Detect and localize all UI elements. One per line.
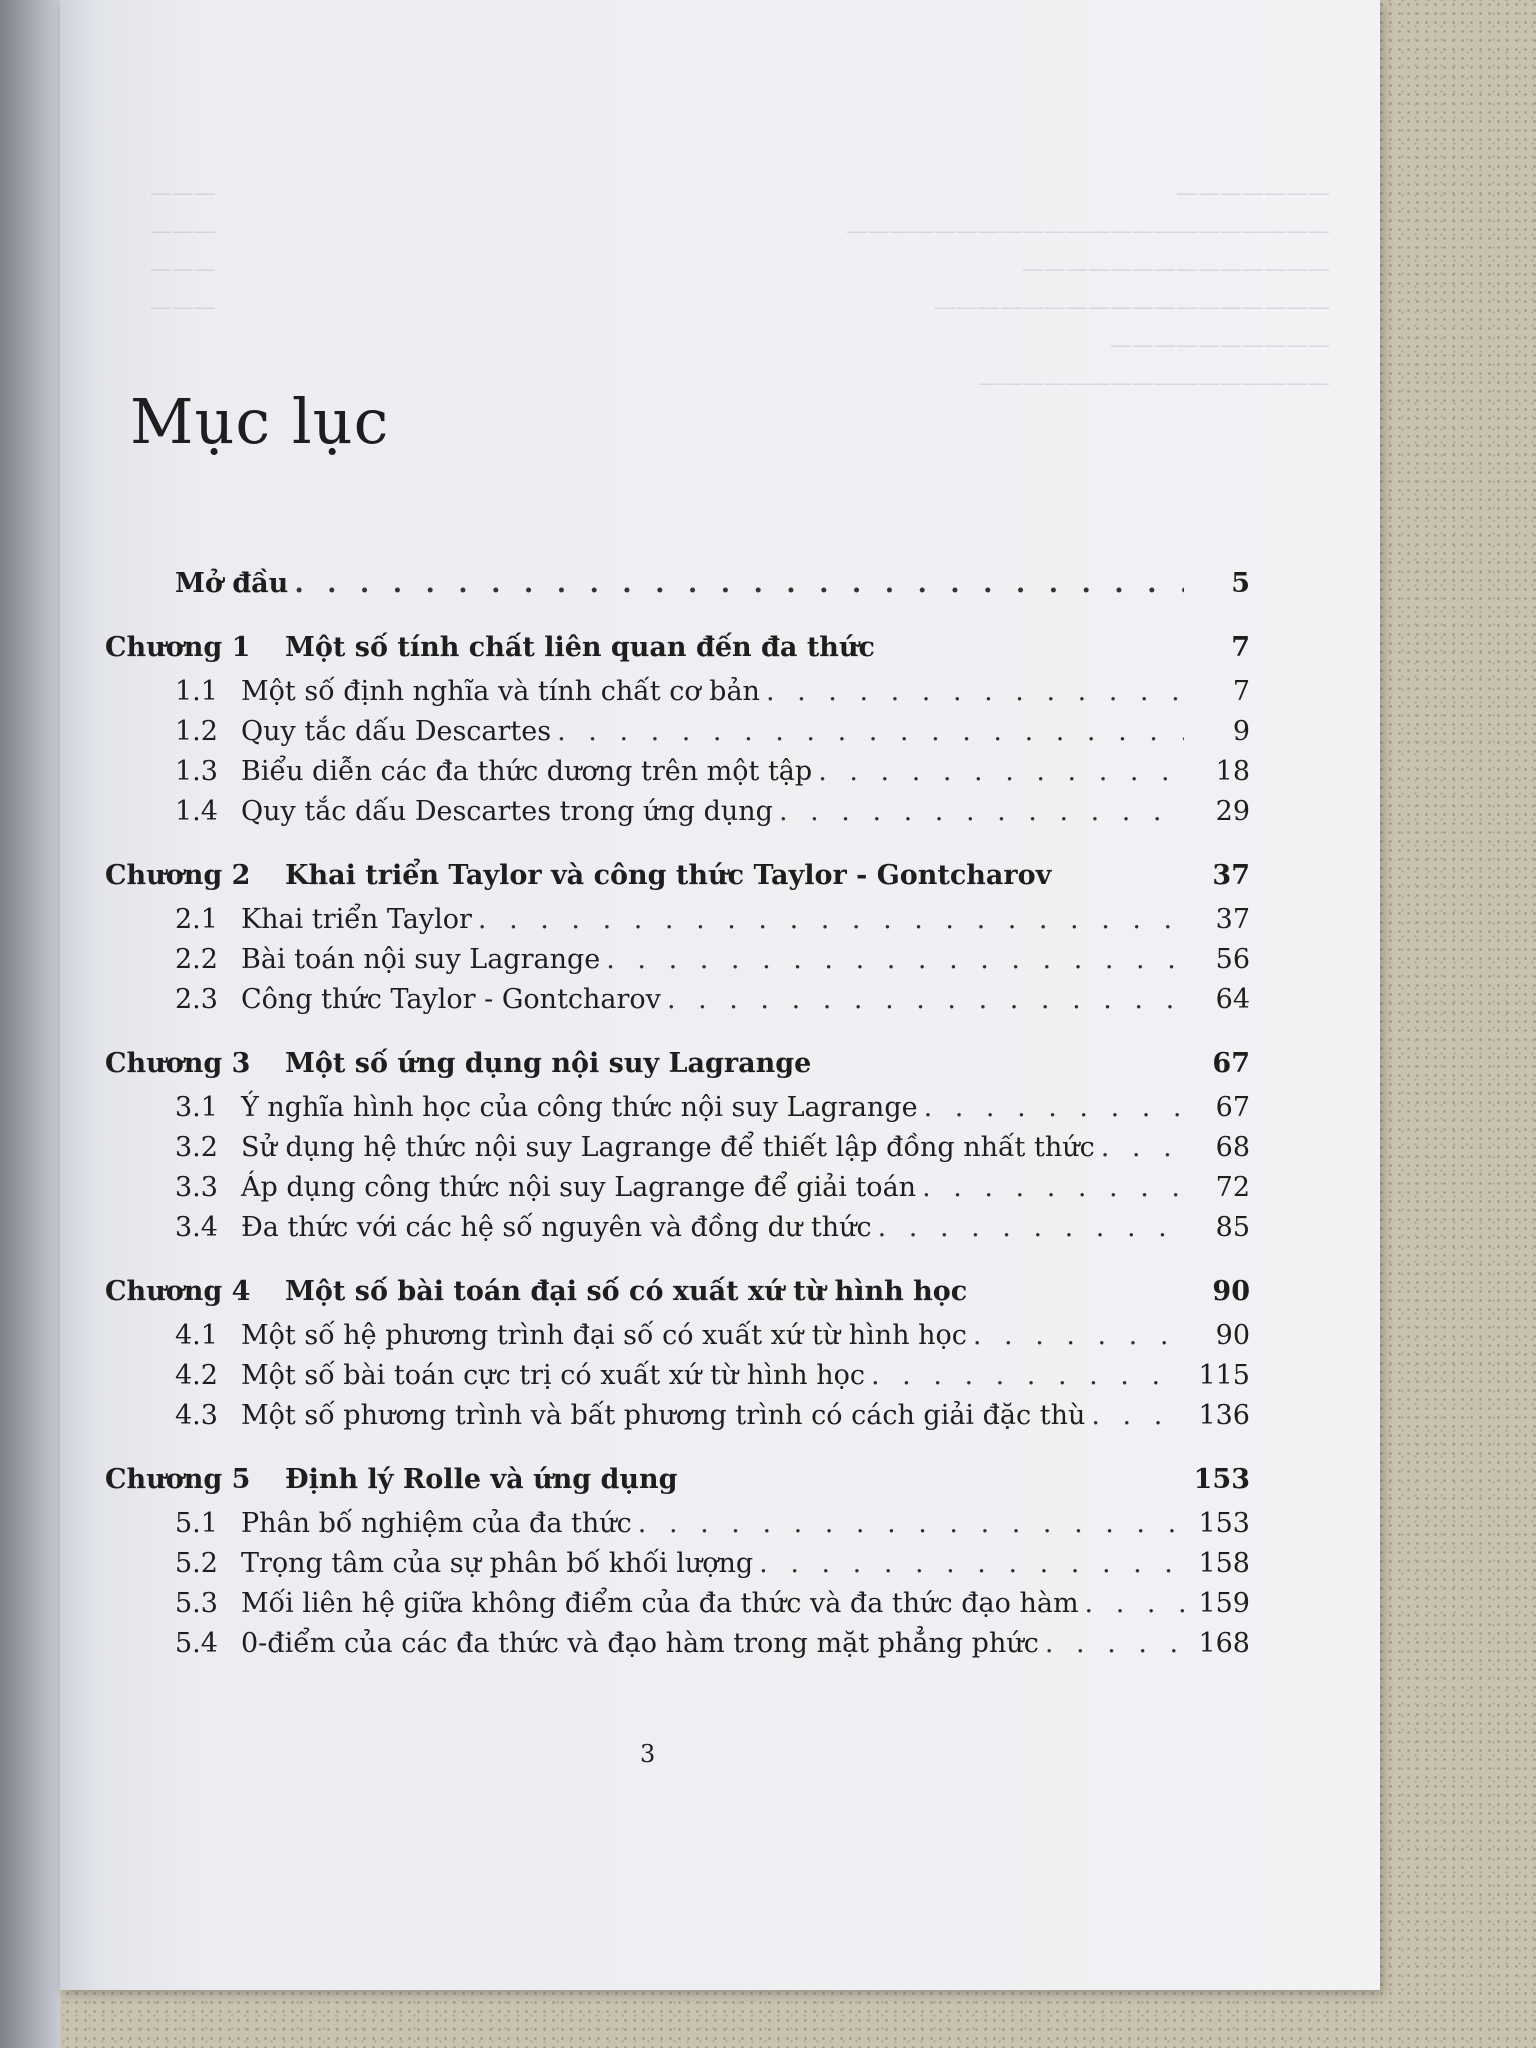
- leader-dots: [1085, 1588, 1184, 1619]
- chapter-title: Định lý Rolle và ứng dụng: [285, 1464, 678, 1495]
- toc-section-entry: [175, 984, 1250, 1024]
- section-number: 5.4: [175, 1628, 218, 1659]
- toc-intro-entry: [175, 568, 1250, 608]
- toc-section-entry: [175, 756, 1250, 796]
- toc-section-entry: [175, 1360, 1250, 1400]
- section-number: 5.2: [175, 1548, 218, 1579]
- section-page: 56: [1215, 944, 1250, 975]
- toc-section-entry: [175, 1628, 1250, 1668]
- section-page: 153: [1198, 1508, 1250, 1539]
- intro-title: Mở đầu: [175, 568, 289, 599]
- page-title: Mục lục: [130, 385, 390, 458]
- book-page: [60, 0, 1380, 1990]
- intro-page: 5: [1231, 568, 1250, 599]
- toc-section-entry: [175, 1172, 1250, 1212]
- chapter-label: Chương 3: [105, 1048, 251, 1079]
- toc-section-entry: [175, 1548, 1250, 1588]
- chapter-title: Một số bài toán đại số có xuất xứ từ hình học: [285, 1276, 968, 1307]
- section-number: 2.2: [175, 944, 218, 975]
- section-page: 9: [1232, 716, 1250, 747]
- toc-section-entry: [175, 1588, 1250, 1628]
- section-page: 68: [1215, 1132, 1250, 1163]
- section-number: 2.3: [175, 984, 218, 1015]
- section-page: 18: [1215, 756, 1250, 787]
- book-spine: [0, 0, 60, 2048]
- chapter-label: Chương 2: [105, 860, 251, 891]
- section-page: 29: [1215, 796, 1250, 827]
- leader-dots: [606, 944, 1184, 975]
- toc-section-entry: [175, 1092, 1250, 1132]
- section-page: 168: [1198, 1628, 1250, 1659]
- section-page: 64: [1215, 984, 1250, 1015]
- toc-section-entry: [175, 904, 1250, 944]
- chapter-label: Chương 5: [105, 1464, 251, 1495]
- section-title: Một số định nghĩa và tính chất cơ bản: [241, 676, 760, 707]
- leader-dots: [638, 1508, 1184, 1539]
- section-title: Phân bố nghiệm của đa thức: [241, 1508, 632, 1539]
- section-page: 37: [1215, 904, 1250, 935]
- toc-section-entry: [175, 1508, 1250, 1548]
- section-page: 115: [1198, 1360, 1250, 1391]
- section-title: Mối liên hệ giữa không điểm của đa thức và đa thức đạo hàm: [241, 1588, 1079, 1619]
- section-page: 159: [1198, 1588, 1250, 1619]
- toc-chapter-entry: [105, 1464, 1250, 1508]
- section-title: Áp dụng công thức nội suy Lagrange để giải toán: [241, 1172, 917, 1203]
- leader-dots: [759, 1548, 1184, 1579]
- section-title: Đa thức với các hệ số nguyên và đồng dư thức: [241, 1212, 872, 1243]
- toc-section-entry: [175, 944, 1250, 984]
- leader-dots: [478, 904, 1184, 935]
- chapter-title: Một số ứng dụng nội suy Lagrange: [285, 1048, 812, 1079]
- leader-dots: [1101, 1132, 1184, 1163]
- chapter-label: Chương 4: [105, 1276, 251, 1307]
- section-number: 3.4: [175, 1212, 218, 1243]
- leader-dots: [557, 716, 1184, 747]
- bleed-through-text: ——————— ——— —————————————————————— ——— —————————————— ——— —————————————————— ——— —————————— ————————————————: [150, 181, 1330, 396]
- section-number: 3.3: [175, 1172, 218, 1203]
- section-title: Biểu diễn các đa thức dương trên một tập: [241, 756, 813, 787]
- section-title: Một số bài toán cực trị có xuất xứ từ hình học: [241, 1360, 865, 1391]
- section-title: Một số hệ phương trình đại số có xuất xứ từ hình học: [241, 1320, 967, 1351]
- toc-section-entry: [175, 716, 1250, 756]
- chapter-title: Một số tính chất liên quan đến đa thức: [285, 632, 875, 663]
- leader-dots: [779, 796, 1184, 827]
- toc-section-entry: [175, 796, 1250, 836]
- section-number: 4.1: [175, 1320, 218, 1351]
- section-number: 1.4: [175, 796, 218, 827]
- chapter-title: Khai triển Taylor và công thức Taylor - Gontcharov: [285, 860, 1052, 891]
- toc-section-entry: [175, 1212, 1250, 1252]
- leader-dots: [973, 1320, 1184, 1351]
- section-title: Một số phương trình và bất phương trình có cách giải đặc thù: [241, 1400, 1086, 1431]
- chapter-page: 37: [1212, 860, 1250, 891]
- section-number: 3.1: [175, 1092, 218, 1123]
- toc-chapter-entry: [105, 1048, 1250, 1092]
- toc-section-entry: [175, 676, 1250, 716]
- section-number: 5.1: [175, 1508, 218, 1539]
- section-number: 1.1: [175, 676, 218, 707]
- section-page: 85: [1215, 1212, 1250, 1243]
- leader-dots: [871, 1360, 1184, 1391]
- chapter-label: Chương 1: [105, 632, 251, 663]
- section-number: 4.2: [175, 1360, 218, 1391]
- leader-dots: [294, 568, 1184, 599]
- toc-chapter-entry: [105, 1276, 1250, 1320]
- section-number: 4.3: [175, 1400, 218, 1431]
- table-of-contents: [105, 568, 1250, 1668]
- toc-section-entry: [175, 1320, 1250, 1360]
- leader-dots: [818, 756, 1184, 787]
- section-title: Bài toán nội suy Lagrange: [241, 944, 601, 975]
- section-title: Công thức Taylor - Gontcharov: [241, 984, 661, 1015]
- section-title: 0-điểm của các đa thức và đạo hàm trong mặt phẳng phức: [241, 1628, 1039, 1659]
- section-title: Trọng tâm của sự phân bố khối lượng: [241, 1548, 754, 1579]
- section-page: 67: [1215, 1092, 1250, 1123]
- toc-chapter-entry: [105, 632, 1250, 676]
- section-title: Ý nghĩa hình học của công thức nội suy Lagrange: [241, 1092, 918, 1123]
- leader-dots: [924, 1092, 1184, 1123]
- section-page: 90: [1215, 1320, 1250, 1351]
- section-number: 2.1: [175, 904, 218, 935]
- leader-dots: [766, 676, 1184, 707]
- section-title: Quy tắc dấu Descartes trong ứng dụng: [241, 796, 773, 827]
- chapter-page: 153: [1193, 1464, 1250, 1495]
- page-number: 3: [640, 1740, 656, 1768]
- section-title: Quy tắc dấu Descartes: [241, 716, 552, 747]
- chapter-page: 67: [1212, 1048, 1250, 1079]
- section-number: 5.3: [175, 1588, 218, 1619]
- section-page: 7: [1232, 676, 1250, 707]
- leader-dots: [1045, 1628, 1184, 1659]
- section-number: 1.3: [175, 756, 218, 787]
- section-title: Sử dụng hệ thức nội suy Lagrange để thiết lập đồng nhất thức: [241, 1132, 1095, 1163]
- toc-chapter-entry: [105, 860, 1250, 904]
- toc-section-entry: [175, 1400, 1250, 1440]
- chapter-page: 7: [1231, 632, 1250, 663]
- section-title: Khai triển Taylor: [241, 904, 472, 935]
- leader-dots: [1091, 1400, 1184, 1431]
- section-number: 1.2: [175, 716, 218, 747]
- leader-dots: [878, 1212, 1184, 1243]
- section-page: 72: [1215, 1172, 1250, 1203]
- chapter-page: 90: [1212, 1276, 1250, 1307]
- toc-section-entry: [175, 1132, 1250, 1172]
- leader-dots: [922, 1172, 1184, 1203]
- section-number: 3.2: [175, 1132, 218, 1163]
- section-page: 158: [1198, 1548, 1250, 1579]
- leader-dots: [667, 984, 1184, 1015]
- section-page: 136: [1198, 1400, 1250, 1431]
